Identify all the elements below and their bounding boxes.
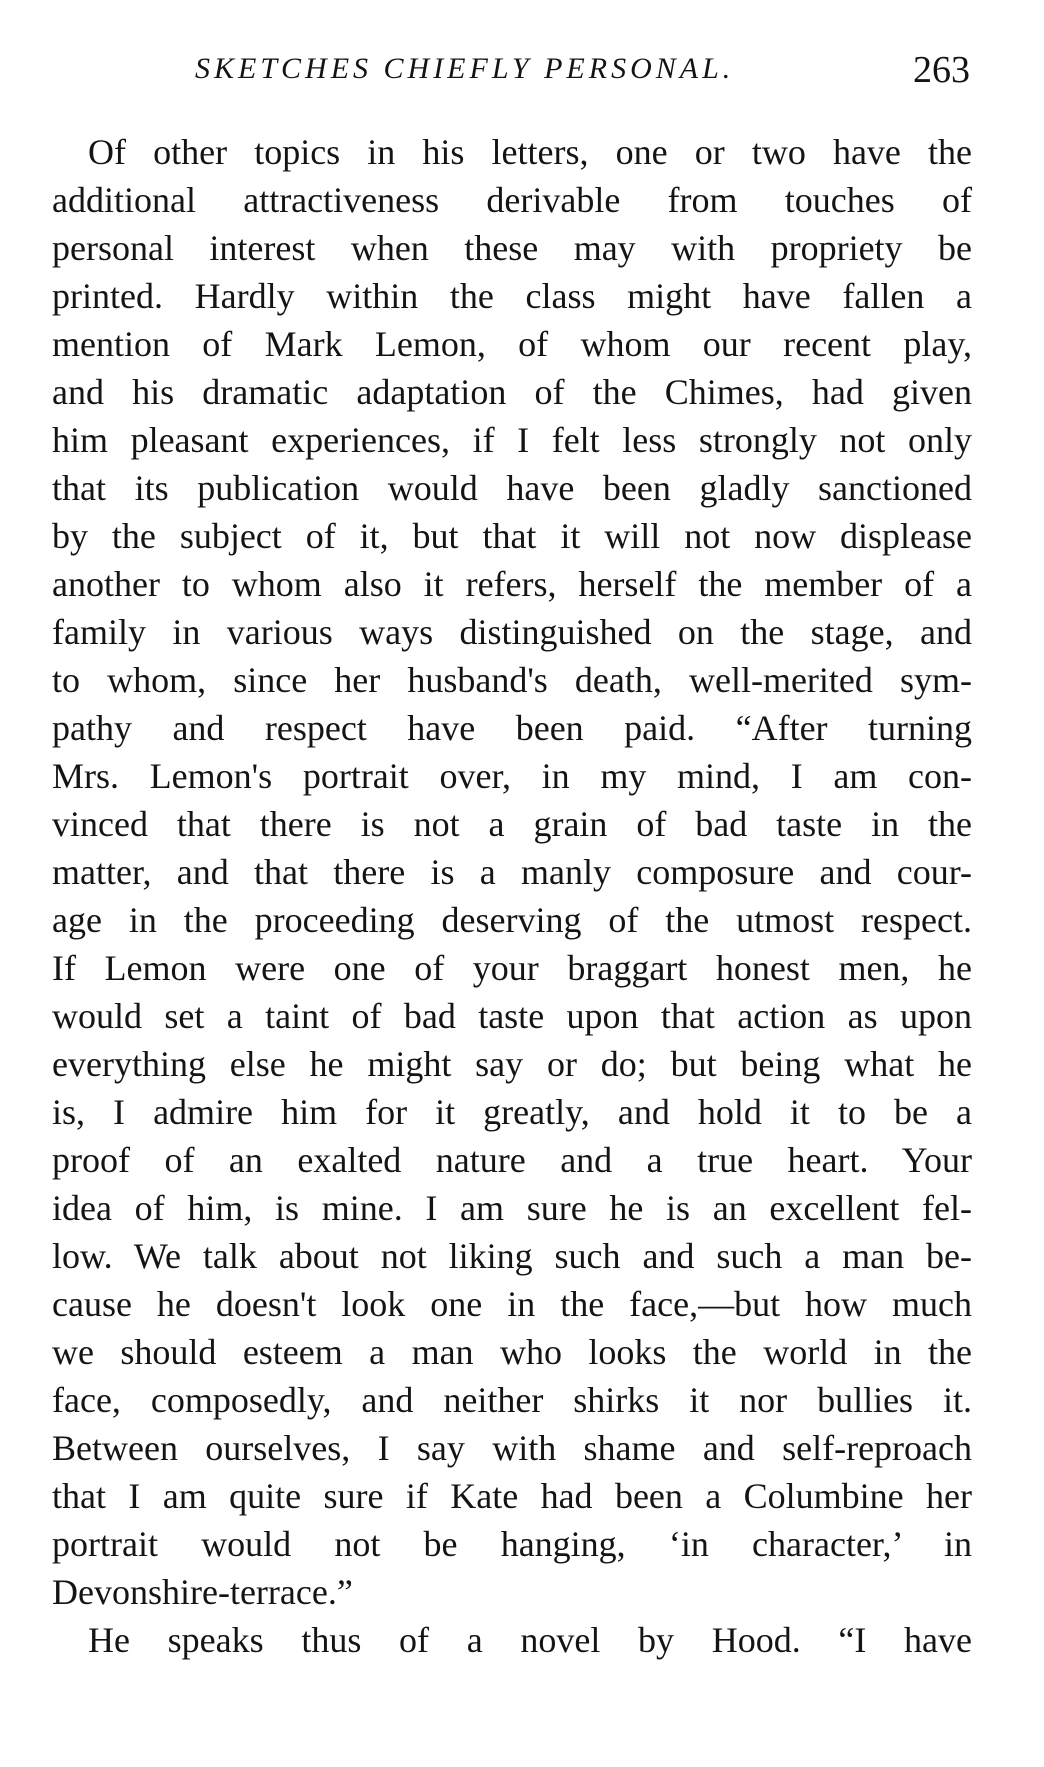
text-line: vinced that there is not a grain of bad taste in the [52, 804, 972, 844]
text-line: If Lemon were one of your braggart honest men, he [52, 948, 972, 988]
text-line: cause he doesn't look one in the face,—but how much [52, 1284, 972, 1324]
running-header [50, 48, 970, 96]
text-line: would set a taint of bad taste upon that action as upon [52, 996, 972, 1036]
running-title: SKETCHES CHIEFLY PERSONAL. [195, 52, 735, 85]
text-line: and his dramatic adaptation of the Chimes, had given [52, 372, 972, 412]
text-line: we should esteem a man who looks the world in the [52, 1332, 972, 1372]
text-line: pathy and respect have been paid. “After turning [52, 708, 972, 748]
text-line: age in the proceeding deserving of the utmost respect. [52, 900, 972, 940]
text-line: family in various ways distinguished on the stage, and [52, 612, 972, 652]
text-line: Between ourselves, I say with shame and self-reproach [52, 1428, 972, 1468]
text-line: is, I admire him for it greatly, and hold it to be a [52, 1092, 972, 1132]
text-line: low. We talk about not liking such and such a man be- [52, 1236, 972, 1276]
text-line: him pleasant experiences, if I felt less strongly not only [52, 420, 972, 460]
text-line: personal interest when these may with propriety be [52, 228, 972, 268]
text-line: everything else he might say or do; but being what he [52, 1044, 972, 1084]
text-line: another to whom also it refers, herself the member of a [52, 564, 972, 604]
text-line: to whom, since her husband's death, well-merited sym- [52, 660, 972, 700]
text-line: proof of an exalted nature and a true heart. Your [52, 1140, 972, 1180]
text-line: Devonshire-terrace.” [52, 1572, 353, 1612]
text-line: idea of him, is mine. I am sure he is an excellent fel- [52, 1188, 972, 1228]
text-line: matter, and that there is a manly composure and cour- [52, 852, 972, 892]
text-line: that its publication would have been gladly sanctioned [52, 468, 972, 508]
text-line: portrait would not be hanging, ‘in character,’ in [52, 1524, 972, 1564]
text-line: that I am quite sure if Kate had been a Columbine her [52, 1476, 972, 1516]
page-number: 263 [913, 49, 970, 91]
text-line: Mrs. Lemon's portrait over, in my mind, I am con- [52, 756, 972, 796]
text-line: additional attractiveness derivable from touches of [52, 180, 972, 220]
text-line: mention of Mark Lemon, of whom our recent play, [52, 324, 972, 364]
text-line: by the subject of it, but that it will not now displease [52, 516, 972, 556]
text-line: He speaks thus of a novel by Hood. “I have [88, 1620, 972, 1660]
body-text [52, 128, 972, 1664]
text-line: printed. Hardly within the class might have fallen a [52, 276, 972, 316]
text-line: face, composedly, and neither shirks it nor bullies it. [52, 1380, 972, 1420]
text-line: Of other topics in his letters, one or two have the [88, 132, 972, 172]
